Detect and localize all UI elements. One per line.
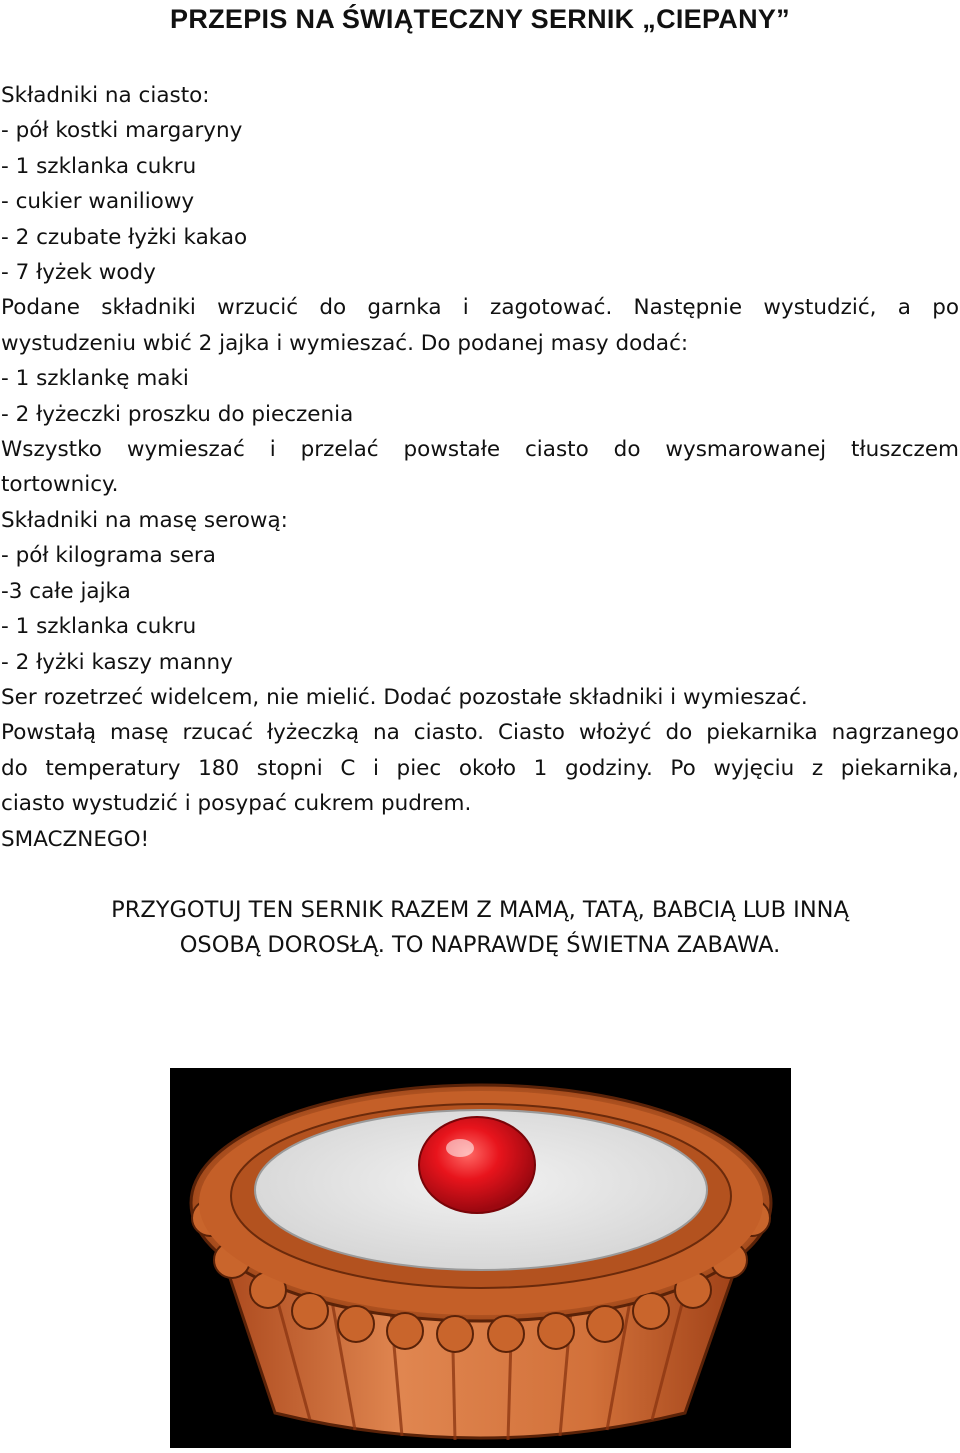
dough-instruction-line: Podane składniki wrzucić do garnka i zagotować. Następnie wystudzić, a po [1,295,959,321]
list-item: - 2 łyżeczki proszku do pieczenia [1,401,354,427]
list-item: - 2 czubate łyżki kakao [1,224,248,250]
dough-instruction-line: wystudzeniu wbić 2 jajka i wymieszać. Do podanej masy dodać: [1,330,689,356]
dough-heading: Składniki na ciasto: [1,83,210,108]
cheesecake-icon [170,1068,791,1448]
list-item: -3 całe jajka [1,578,131,604]
cheese-instruction-line: Powstałą masę rzucać łyżeczką na ciasto. Ciasto włożyć do piekarnika nagrzanego [1,720,959,746]
dough-instruction-line: Wszystko wymieszać i przelać powstałe ciasto do wysmarowanej tłuszczem [1,437,959,463]
list-item: - 7 łyżek wody [1,260,156,286]
adult-supervision-note [0,893,960,963]
page-title: PRZEPIS NA ŚWIĄTECZNY SERNIK „CIEPANY” [170,4,790,34]
list-item: - 1 szklanka cukru [1,614,197,640]
cheese-instruction-line: do temperatury 180 stopni C i piec około 1 godziny. Po wyjęciu z piekarnika, [1,755,959,781]
cheese-instruction-line: Ser rozetrzeć widelcem, nie mielić. Dodać pozostałe składniki i wymieszać. [1,684,808,710]
list-item: - pół kostki margaryny [1,118,243,144]
closing-word: SMACZNEGO! [1,826,150,852]
note-line: OSOBĄ DOROSŁĄ. TO NAPRAWDĘ ŚWIETNA ZABAWA. [179,932,781,958]
cheese-instruction-line: ciasto wystudzić i posypać cukrem pudrem. [1,791,472,817]
list-item: - 1 szklanka cukru [1,153,197,179]
cake-cherry [419,1117,535,1213]
cheesecake-illustration [170,1068,791,1448]
list-item: - pół kilograma sera [1,543,216,569]
note-line: PRZYGOTUJ TEN SERNIK RAZEM Z MAMĄ, TATĄ, BABCIĄ LUB INNĄ [111,897,849,923]
list-item: - 2 łyżki kaszy manny [1,649,233,675]
dough-instruction-line: tortownicy. [1,472,119,498]
cheese-heading: Składniki na masę serową: [1,507,288,533]
recipe-body [1,78,959,857]
list-item: - 1 szklankę maki [1,366,189,392]
list-item: - cukier waniliowy [1,189,195,215]
